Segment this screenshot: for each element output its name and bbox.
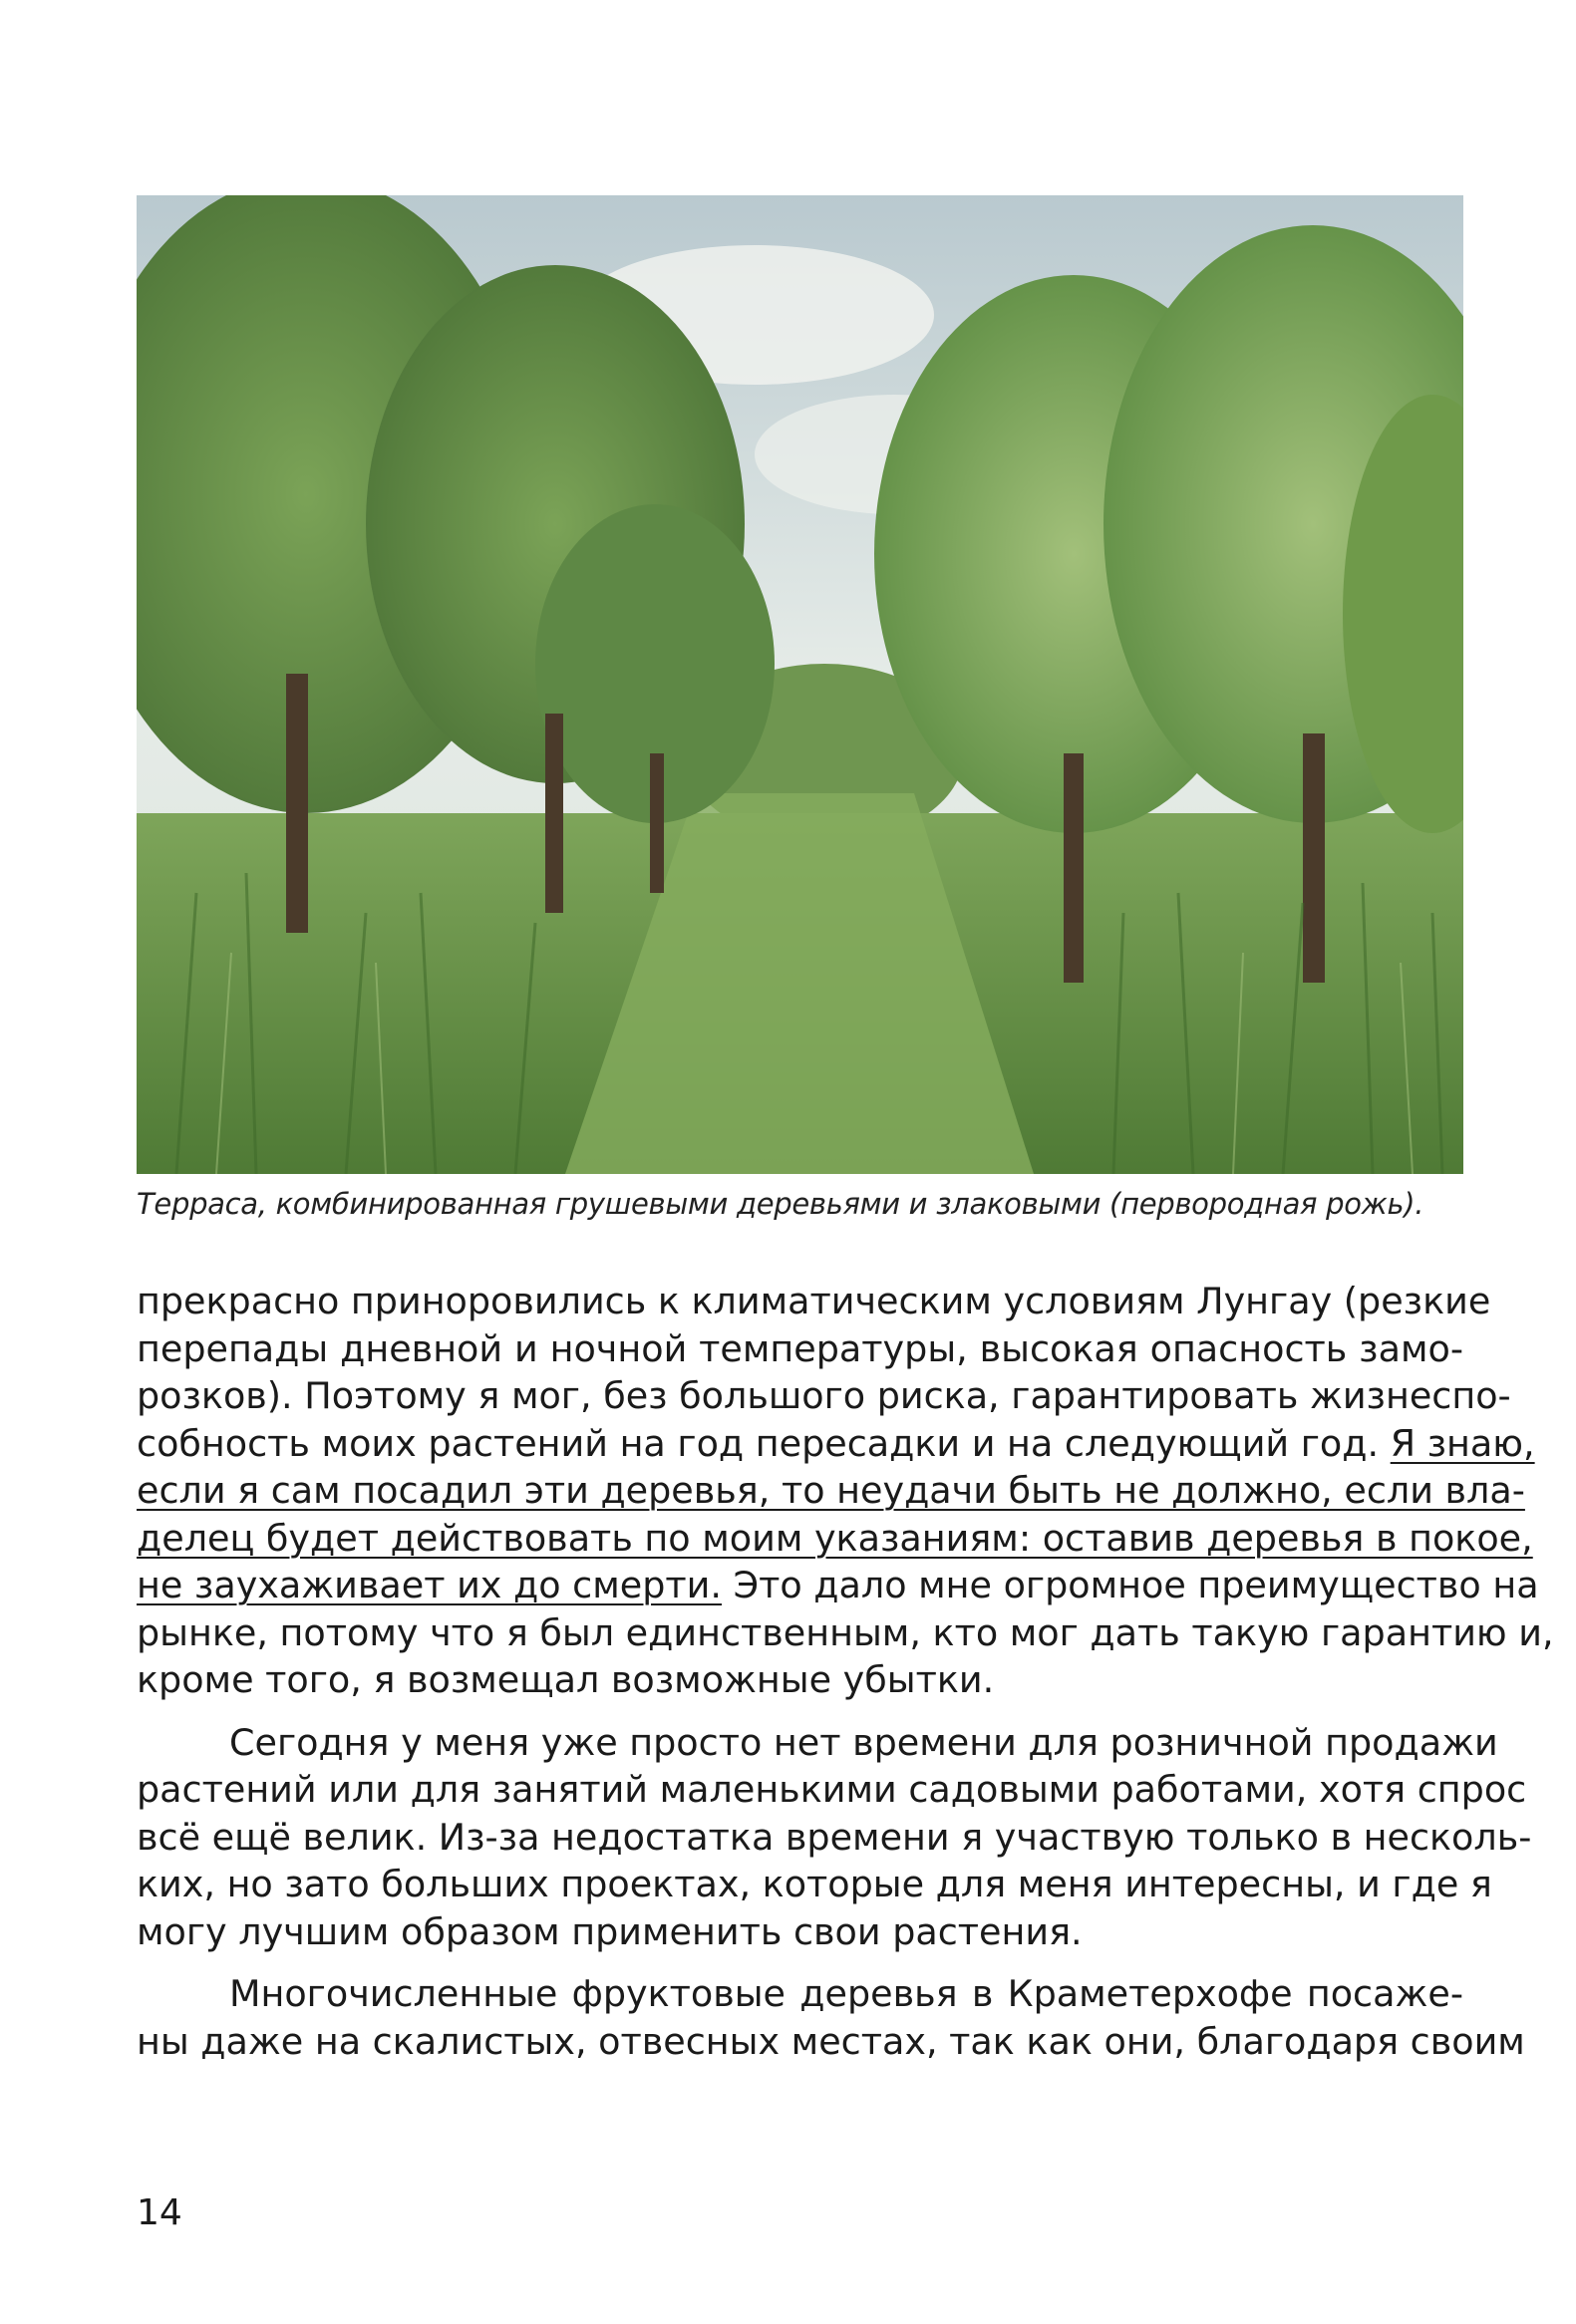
text-span: Это дало мне огромное преимущество на bbox=[721, 1564, 1539, 1606]
photo-caption: Терраса, комбинированная грушевыми деревьями и злаковыми (первородная рожь). bbox=[137, 1187, 1424, 1221]
text-line: могу лучшим образом применить свои растения. bbox=[137, 1909, 1083, 1953]
paragraph-gap bbox=[137, 1955, 1463, 1970]
text-line: ны даже на скалистых, отвесных местах, так как они, благодаря своим bbox=[137, 2019, 1525, 2063]
text-line: розков). Поэтому я мог, без большого риска, гарантировать жизнеспо- bbox=[137, 1374, 1511, 1417]
underlined-text: не заухаживает их до смерти. bbox=[137, 1564, 722, 1606]
underlined-text: если я сам посадил эти деревья, то неудачи быть не должно, если вла- bbox=[137, 1469, 1525, 1512]
text-line: перепады дневной и ночной температуры, высокая опасность замо- bbox=[137, 1326, 1463, 1370]
text-line: всё ещё велик. Из-за недостатка времени я участвую только в несколь- bbox=[137, 1815, 1532, 1859]
text-line: прекрасно приноровились к климатическим условиям Лунгау (резкие bbox=[137, 1280, 1491, 1322]
text-line: Многочисленные фруктовые деревья в Краметерхофе посаже- bbox=[229, 1972, 1463, 2015]
text-line: Сегодня у меня уже просто нет времени для розничной продажи bbox=[229, 1720, 1498, 1764]
text-line bbox=[137, 1515, 1533, 1563]
text-span: собность моих растений на год пересадки и на следующий год. bbox=[137, 1421, 1391, 1465]
orchard-photo bbox=[137, 195, 1463, 1174]
underlined-text: Я знаю, bbox=[1390, 1421, 1535, 1465]
page-number: 14 bbox=[137, 2192, 182, 2233]
body-text bbox=[137, 1278, 1554, 2065]
underlined-text: делец будет действовать по моим указаниям: оставив деревья в покое, bbox=[137, 1516, 1533, 1560]
text-line: ких, но зато больших проектах, которые для меня интересны, и где я bbox=[137, 1863, 1492, 1905]
paragraph-gap bbox=[137, 1704, 1463, 1719]
text-line bbox=[137, 1562, 1539, 1609]
text-line bbox=[137, 1420, 1535, 1468]
text-line: кроме того, я возмещал возможные убытки. bbox=[137, 1658, 995, 1701]
text-line bbox=[137, 1467, 1525, 1515]
text-line: рынке, потому что я был единственным, кто мог дать такую гарантию и, bbox=[137, 1610, 1554, 1654]
text-line: растений или для занятий маленькими садовыми работами, хотя спрос bbox=[137, 1768, 1527, 1811]
orchard-photo-icon bbox=[137, 195, 1463, 1174]
